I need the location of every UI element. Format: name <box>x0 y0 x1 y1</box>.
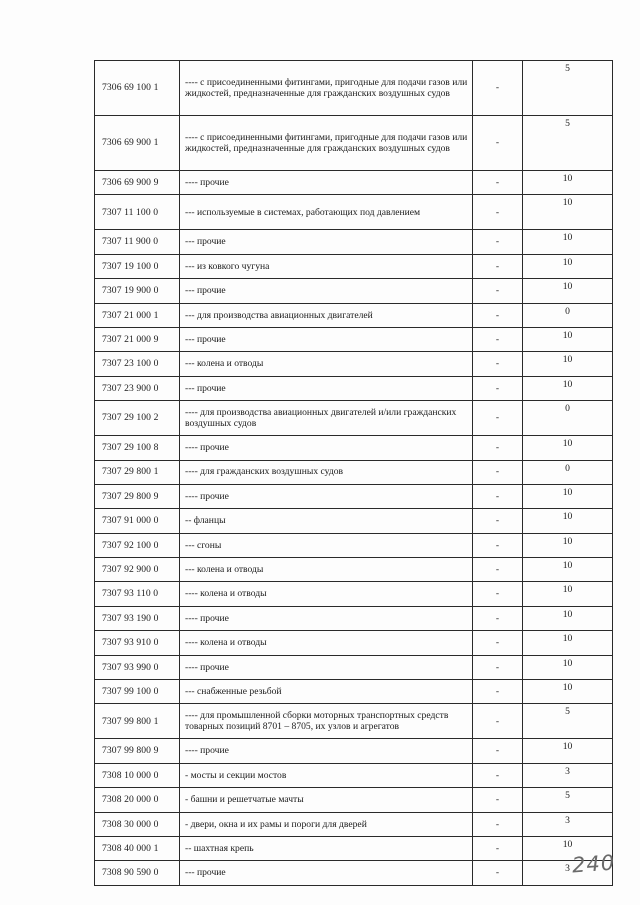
unit-cell: - <box>473 558 523 582</box>
commodity-code-cell: 7307 93 190 0 <box>95 606 180 630</box>
duty-rate-cell: 10 <box>523 509 613 533</box>
description-cell: --- прочие <box>180 327 473 351</box>
duty-rate-cell: 0 <box>523 460 613 484</box>
commodity-code-cell: 7307 92 100 0 <box>95 533 180 557</box>
table-row <box>95 195 613 230</box>
duty-rate-cell: 10 <box>523 230 613 254</box>
table-row <box>95 763 613 787</box>
commodity-code-cell: 7306 69 900 1 <box>95 116 180 171</box>
description-cell: ---- для промышленной сборки моторных транспортных средств товарных позиций 8701 – 8705, их узлов и агрегатов <box>180 704 473 739</box>
unit-cell: - <box>473 436 523 460</box>
description-cell: ---- прочие <box>180 655 473 679</box>
table-row <box>95 533 613 557</box>
description-cell: --- прочие <box>180 279 473 303</box>
unit-cell: - <box>473 171 523 195</box>
description-cell: --- прочие <box>180 230 473 254</box>
description-cell: -- фланцы <box>180 509 473 533</box>
commodity-code-cell: 7308 40 000 1 <box>95 836 180 860</box>
duty-rate-cell: 10 <box>523 533 613 557</box>
commodity-code-cell: 7307 21 000 9 <box>95 327 180 351</box>
description-cell: --- колена и отводы <box>180 558 473 582</box>
unit-cell: - <box>473 254 523 278</box>
description-cell: --- для производства авиационных двигателей <box>180 303 473 327</box>
unit-cell: - <box>473 788 523 812</box>
commodity-code-cell: 7307 99 800 1 <box>95 704 180 739</box>
description-cell: --- сгоны <box>180 533 473 557</box>
commodity-code-cell: 7307 23 100 0 <box>95 352 180 376</box>
description-cell: ---- прочие <box>180 606 473 630</box>
table-row <box>95 352 613 376</box>
duty-rate-cell: 10 <box>523 836 613 860</box>
commodity-code-cell: 7306 69 100 1 <box>95 61 180 116</box>
unit-cell: - <box>473 61 523 116</box>
unit-cell: - <box>473 509 523 533</box>
unit-cell: - <box>473 763 523 787</box>
description-cell: ---- прочие <box>180 171 473 195</box>
commodity-code-cell: 7307 19 100 0 <box>95 254 180 278</box>
commodity-code-cell: 7307 99 100 0 <box>95 680 180 704</box>
duty-rate-cell: 3 <box>523 763 613 787</box>
duty-rate-cell: 0 <box>523 303 613 327</box>
table-row <box>95 836 613 860</box>
duty-rate-cell: 10 <box>523 631 613 655</box>
table-row <box>95 116 613 171</box>
commodity-code-cell: 7307 93 990 0 <box>95 655 180 679</box>
table-row <box>95 655 613 679</box>
commodity-code-cell: 7307 29 100 8 <box>95 436 180 460</box>
unit-cell: - <box>473 861 523 885</box>
description-cell: ---- прочие <box>180 739 473 763</box>
commodity-code-cell: 7306 69 900 9 <box>95 171 180 195</box>
table-row <box>95 788 613 812</box>
commodity-code-cell: 7307 11 100 0 <box>95 195 180 230</box>
description-cell: ---- для производства авиационных двигателей и/или гражданских воздушных судов <box>180 401 473 436</box>
unit-cell: - <box>473 655 523 679</box>
duty-rate-cell: 10 <box>523 279 613 303</box>
commodity-code-cell: 7307 93 910 0 <box>95 631 180 655</box>
description-cell: ---- колена и отводы <box>180 631 473 655</box>
unit-cell: - <box>473 606 523 630</box>
duty-rate-cell: 10 <box>523 680 613 704</box>
table-row <box>95 484 613 508</box>
unit-cell: - <box>473 812 523 836</box>
description-cell: ---- колена и отводы <box>180 582 473 606</box>
duty-rate-cell: 10 <box>523 558 613 582</box>
duty-rate-cell: 10 <box>523 352 613 376</box>
description-cell: - мосты и секции мостов <box>180 763 473 787</box>
table-row <box>95 509 613 533</box>
unit-cell: - <box>473 836 523 860</box>
table-row <box>95 680 613 704</box>
description-cell: --- прочие <box>180 376 473 400</box>
table-row <box>95 812 613 836</box>
duty-rate-cell: 10 <box>523 171 613 195</box>
table-row <box>95 558 613 582</box>
unit-cell: - <box>473 680 523 704</box>
description-cell: --- прочие <box>180 861 473 885</box>
description-cell: ---- прочие <box>180 484 473 508</box>
duty-rate-cell: 3 <box>523 812 613 836</box>
table-row <box>95 436 613 460</box>
table-row <box>95 460 613 484</box>
table-row <box>95 230 613 254</box>
commodity-code-cell: 7307 29 800 9 <box>95 484 180 508</box>
unit-cell: - <box>473 739 523 763</box>
duty-rate-cell: 10 <box>523 484 613 508</box>
unit-cell: - <box>473 631 523 655</box>
description-cell: --- используемые в системах, работающих под давлением <box>180 195 473 230</box>
duty-rate-cell: 10 <box>523 327 613 351</box>
duty-rate-cell: 10 <box>523 655 613 679</box>
description-cell: ---- для гражданских воздушных судов <box>180 460 473 484</box>
table-row <box>95 61 613 116</box>
description-cell: ---- прочие <box>180 436 473 460</box>
table-row <box>95 739 613 763</box>
table-row <box>95 279 613 303</box>
tariff-table <box>94 60 613 886</box>
unit-cell: - <box>473 116 523 171</box>
unit-cell: - <box>473 352 523 376</box>
commodity-code-cell: 7307 29 100 2 <box>95 401 180 436</box>
duty-rate-cell: 5 <box>523 704 613 739</box>
commodity-code-cell: 7308 30 000 0 <box>95 812 180 836</box>
tariff-table-body <box>95 61 613 886</box>
commodity-code-cell: 7307 93 110 0 <box>95 582 180 606</box>
unit-cell: - <box>473 460 523 484</box>
duty-rate-cell: 5 <box>523 116 613 171</box>
duty-rate-cell: 10 <box>523 739 613 763</box>
duty-rate-cell: 10 <box>523 582 613 606</box>
duty-rate-cell: 10 <box>523 436 613 460</box>
description-cell: --- колена и отводы <box>180 352 473 376</box>
commodity-code-cell: 7307 23 900 0 <box>95 376 180 400</box>
unit-cell: - <box>473 533 523 557</box>
table-row <box>95 401 613 436</box>
commodity-code-cell: 7307 91 000 0 <box>95 509 180 533</box>
commodity-code-cell: 7308 90 590 0 <box>95 861 180 885</box>
commodity-code-cell: 7307 29 800 1 <box>95 460 180 484</box>
duty-rate-cell: 10 <box>523 254 613 278</box>
unit-cell: - <box>473 704 523 739</box>
commodity-code-cell: 7307 92 900 0 <box>95 558 180 582</box>
unit-cell: - <box>473 195 523 230</box>
handwritten-page-number: 240 <box>571 850 616 878</box>
commodity-code-cell: 7308 20 000 0 <box>95 788 180 812</box>
commodity-code-cell: 7307 11 900 0 <box>95 230 180 254</box>
duty-rate-cell: 3 <box>523 861 613 885</box>
duty-rate-cell: 10 <box>523 606 613 630</box>
table-row <box>95 254 613 278</box>
table-row <box>95 303 613 327</box>
commodity-code-cell: 7307 19 900 0 <box>95 279 180 303</box>
table-row <box>95 606 613 630</box>
table-row <box>95 171 613 195</box>
description-cell: ---- с присоединенными фитингами, пригодные для подачи газов или жидкостей, предназначенные для гражданских воздушных судов <box>180 116 473 171</box>
description-cell: -- шахтная крепь <box>180 836 473 860</box>
unit-cell: - <box>473 376 523 400</box>
duty-rate-cell: 5 <box>523 61 613 116</box>
commodity-code-cell: 7308 10 000 0 <box>95 763 180 787</box>
duty-rate-cell: 10 <box>523 376 613 400</box>
table-row <box>95 704 613 739</box>
duty-rate-cell: 10 <box>523 195 613 230</box>
unit-cell: - <box>473 484 523 508</box>
description-cell: --- снабженные резьбой <box>180 680 473 704</box>
table-row <box>95 631 613 655</box>
unit-cell: - <box>473 327 523 351</box>
duty-rate-cell: 5 <box>523 788 613 812</box>
unit-cell: - <box>473 401 523 436</box>
unit-cell: - <box>473 582 523 606</box>
table-row <box>95 861 613 885</box>
description-cell: - башни и решетчатые мачты <box>180 788 473 812</box>
unit-cell: - <box>473 303 523 327</box>
description-cell: - двери, окна и их рамы и пороги для дверей <box>180 812 473 836</box>
table-row <box>95 582 613 606</box>
description-cell: --- из ковкого чугуна <box>180 254 473 278</box>
duty-rate-cell: 0 <box>523 401 613 436</box>
table-row <box>95 376 613 400</box>
commodity-code-cell: 7307 99 800 9 <box>95 739 180 763</box>
unit-cell: - <box>473 230 523 254</box>
description-cell: ---- с присоединенными фитингами, пригодные для подачи газов или жидкостей, предназначенные для гражданских воздушных судов <box>180 61 473 116</box>
commodity-code-cell: 7307 21 000 1 <box>95 303 180 327</box>
table-row <box>95 327 613 351</box>
unit-cell: - <box>473 279 523 303</box>
